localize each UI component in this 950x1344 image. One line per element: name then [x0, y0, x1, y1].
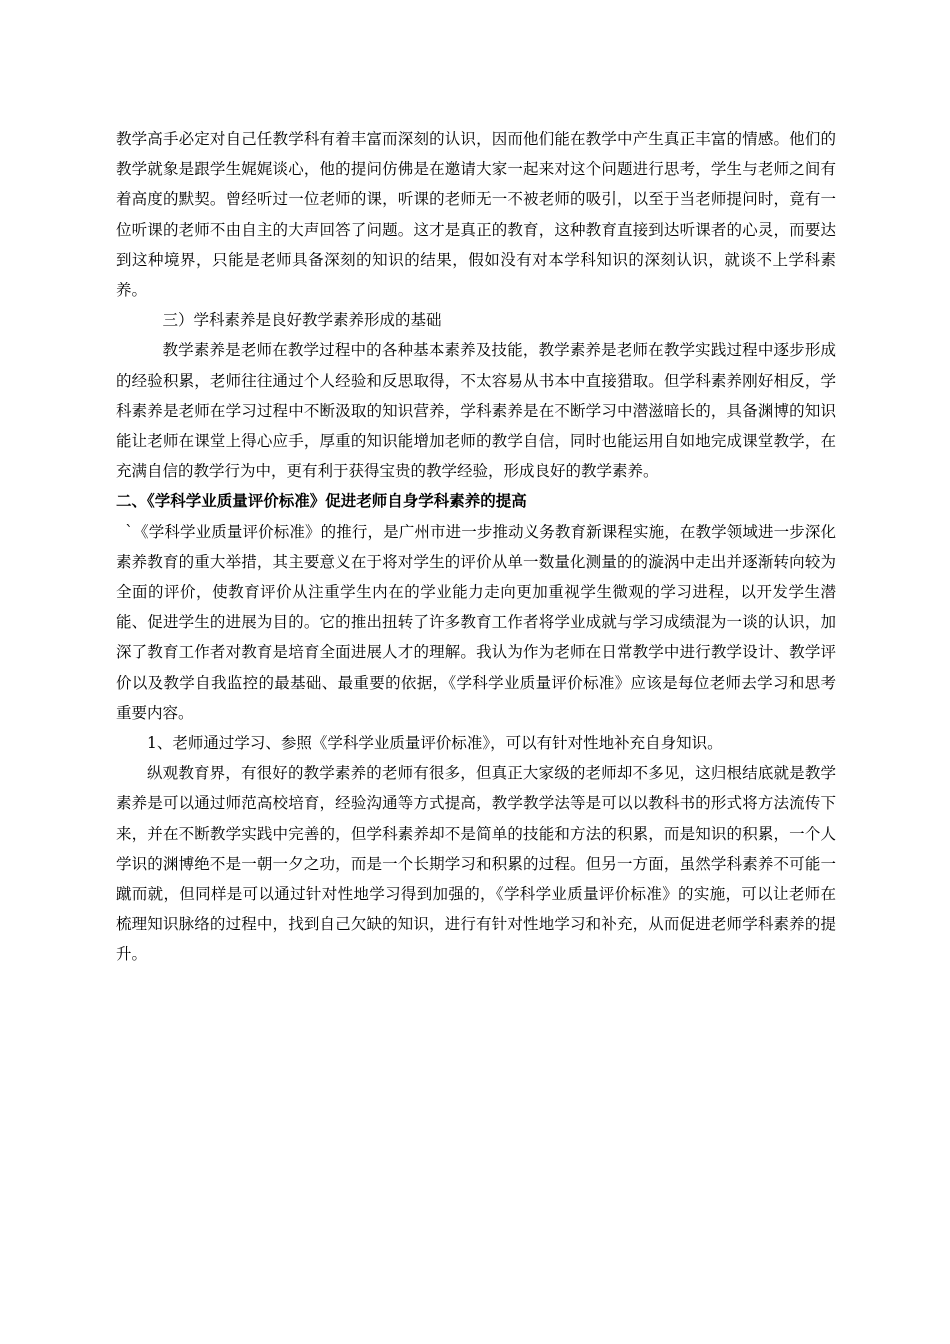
- document-page: [116, 124, 836, 970]
- subsection-heading: 三）学科素养是良好教学素养形成的基础: [162, 311, 442, 330]
- numbered-point: 1、老师通过学习、参照《学科学业质量评价标准》，可以有针对性地补充自身知识。: [147, 734, 723, 753]
- body-paragraph: `《学科学业质量评价标准》的推行，是广州市进一步推动义务教育新课程实施，在教学领域进一步深化素养教育的重大举措，其主要意义在于将对学生的评价从单一数量化测量的的漩涡中走出并逐渐转向较为全面的评价，使教育评价从注重学生内在的学业能力走向更加重视学生微观的学习进程，以开发学生潜能、促进学生的进展为目的。它的推出扭转了许多教育工作者将学业成就与学习成绩混为一谈的认识，加深了教育工作者对教育是培育全面进展人才的理解。我认为作为老师在日常教学中进行教学设计、教学评价以及教学自我监控的最基础、最重要的依据，《学科学业质量评价标准》应该是每位老师去学习和思考重要内容。: [116, 522, 836, 722]
- body-paragraph: 纵观教育界，有很好的教学素养的老师有很多，但真正大家级的老师却不多见，这归根结底就是教学素养是可以通过师范高校培育，经验沟通等方式提高，教学教学法等是可以以教科书的形式将方法流传下来，并在不断教学实践中完善的，但学科素养却不是简单的技能和方法的积累，而是知识的积累，一个人学识的渊博绝不是一朝一夕之功，而是一个长期学习和积累的过程。但另一方面，虽然学科素养不可能一蹴而就，但同样是可以通过针对性地学习得到加强的，《学科学业质量评价标准》的实施，可以让老师在梳理知识脉络的过程中，找到自己欠缺的知识，进行有针对性地学习和补充，从而促进老师学科素养的提升。: [116, 764, 836, 964]
- body-paragraph: 教学高手必定对自己任教学科有着丰富而深刻的认识，因而他们能在教学中产生真正丰富的情感。他们的教学就象是跟学生娓娓谈心，他的提问仿佛是在邀请大家一起来对这个问题进行思考，学生与老师之间有着高度的默契。曾经听过一位老师的课，听课的老师无一不被老师的吸引，以至于当老师提问时，竟有一位听课的老师不由自主的大声回答了问题。这才是真正的教育，这种教育直接到达听课者的心灵，而要达到这种境界，只能是老师具备深刻的知识的结果，假如没有对本学科知识的深刻认识，就谈不上学科素养。: [116, 130, 836, 300]
- section-heading: 二、《学科学业质量评价标准》促进老师自身学科素养的提高: [116, 491, 527, 511]
- body-paragraph: 教学素养是老师在教学过程中的各种基本素养及技能，教学素养是老师在教学实践过程中逐步形成的经验积累，老师往往通过个人经验和反思取得，不太容易从书本中直接猎取。但学科素养刚好相反，学科素养是老师在学习过程中不断汲取的知识营养，学科素养是在不断学习中潜滋暗长的，具备渊博的知识能让老师在课堂上得心应手，厚重的知识能增加老师的教学自信，同时也能运用自如地完成课堂教学，在充满自信的教学行为中，更有利于获得宝贵的教学经验，形成良好的教学素养。: [116, 341, 836, 481]
